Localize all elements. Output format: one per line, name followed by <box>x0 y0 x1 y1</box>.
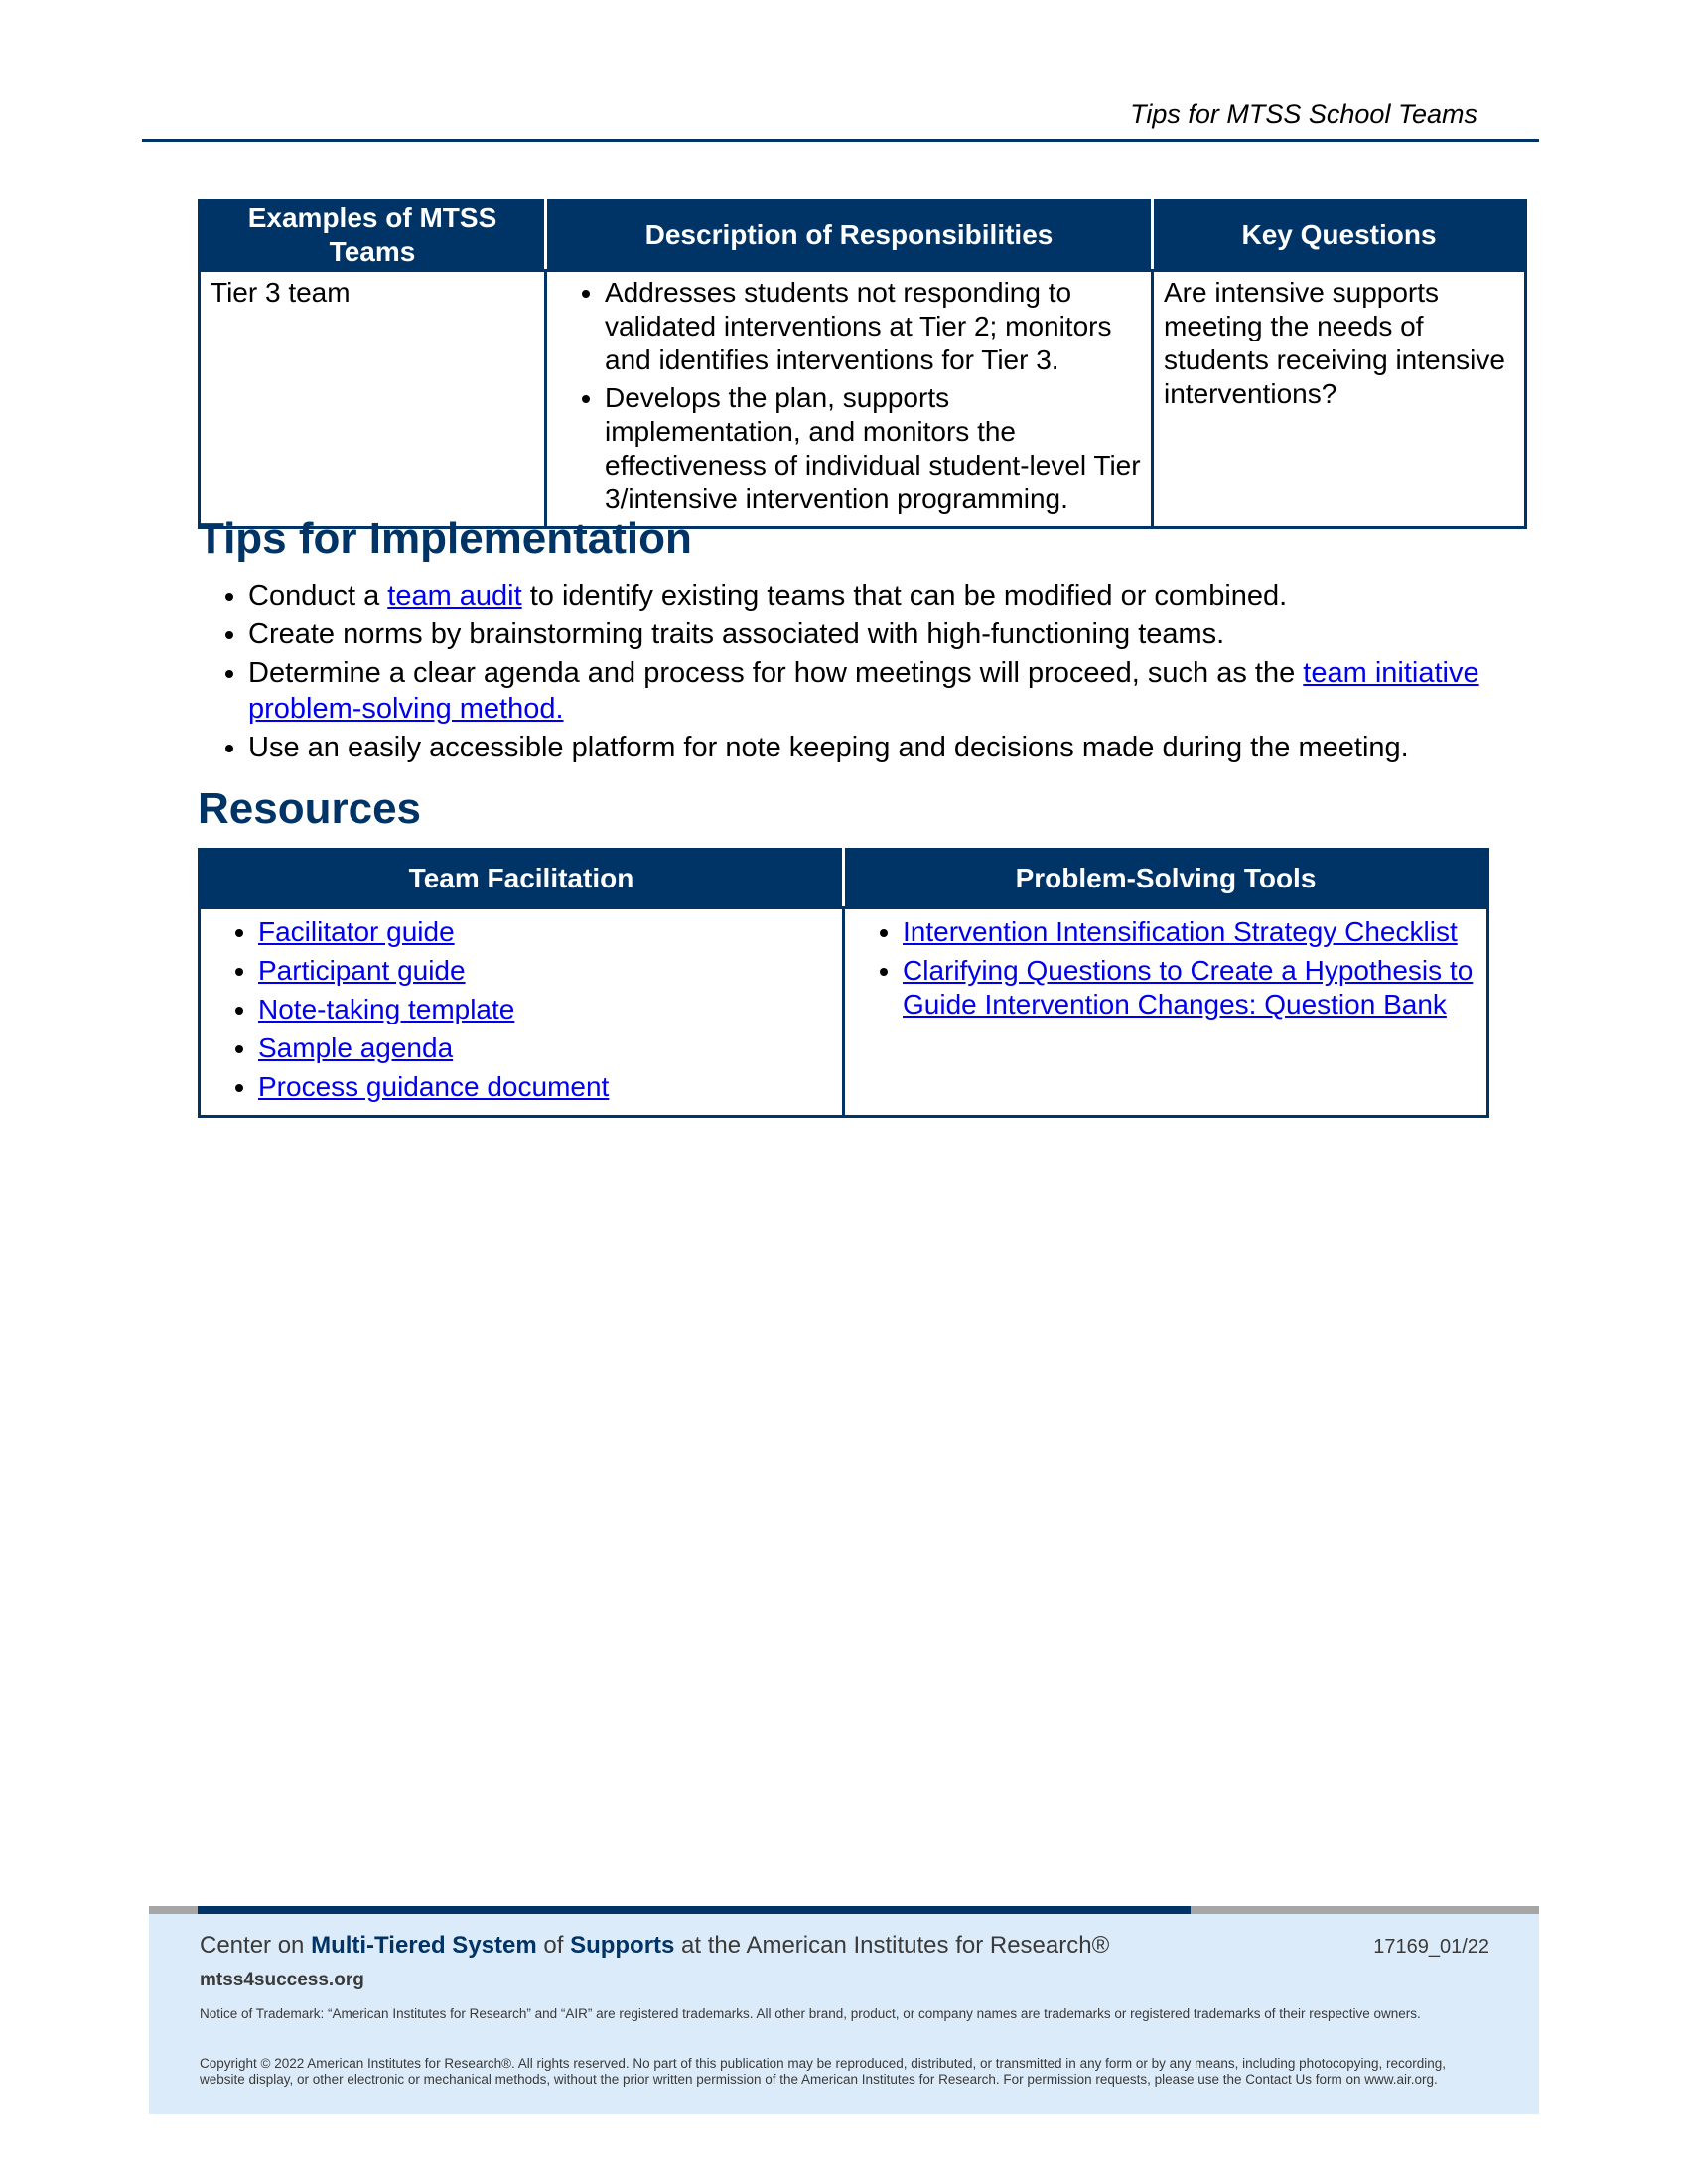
team-audit-link[interactable]: team audit <box>387 580 522 612</box>
key-question-cell: Are intensive supports meeting the needs of students receiving intensive interventions? <box>1153 271 1526 528</box>
table-row <box>200 271 1526 528</box>
column-header-teams: Examples of MTSS Teams <box>200 201 546 271</box>
column-header-responsibilities: Description of Responsibilities <box>546 201 1153 271</box>
tip-text: Conduct a <box>248 580 388 612</box>
tip-text: Determine a clear agenda and process for how meetings will proceed, such as the <box>248 657 1304 689</box>
org-text-bold: Supports <box>570 1932 675 1959</box>
copyright-notice: Copyright © 2022 American Institutes for Research®. All rights reserved. No part of this publication may be reproduced, distributed, or transmitted in any form or by any means, including photocopying, recording, website display, or other electronic or mechanical methods, without the prior written permission of the American Institutes for Research. For permission requests, please use the Contact Us form on www.air.org. <box>200 2056 1447 2087</box>
tips-heading: Tips for Implementation <box>198 514 692 563</box>
problem-solving-tools-cell <box>844 908 1488 1117</box>
list-item <box>903 915 1477 949</box>
trademark-notice: Notice of Trademark: “American Institutes for Research” and “AIR” are registered trademarks. All other brand, product, or company names are trademarks or registered trademarks of their respective owners. <box>200 2006 1421 2021</box>
resources-table <box>198 848 1489 1118</box>
list-item <box>258 954 832 988</box>
responsibilities-cell <box>546 271 1153 528</box>
list-item <box>258 993 832 1026</box>
resources-heading: Resources <box>198 784 422 833</box>
clarifying-questions-link[interactable]: Clarifying Questions to Create a Hypothesis to Guide Intervention Changes: Question Bank <box>903 955 1474 1020</box>
document-code: 17169_01/22 <box>1373 1936 1489 1958</box>
note-taking-template-link[interactable]: Note-taking template <box>258 994 515 1024</box>
team-facilitation-list <box>211 915 832 1104</box>
tip-item <box>248 655 1539 727</box>
team-initiative-problem-solving-link[interactable]: team initiative problem-solving method. <box>248 657 1479 725</box>
footer <box>149 1906 1539 2114</box>
sample-agenda-link[interactable]: Sample agenda <box>258 1032 454 1063</box>
participant-guide-link[interactable]: Participant guide <box>258 955 466 986</box>
footer-bar-blue <box>198 1906 1191 1914</box>
team-facilitation-cell <box>200 908 844 1117</box>
team-name-cell: Tier 3 team <box>200 271 546 528</box>
table-row <box>200 908 1488 1117</box>
intensification-checklist-link[interactable]: Intervention Intensification Strategy Checklist <box>903 916 1458 947</box>
resources-table-header-row <box>200 850 1488 908</box>
footer-url: mtss4success.org <box>200 1970 364 1990</box>
tip-item <box>248 616 1539 652</box>
teams-table <box>198 199 1527 529</box>
list-item <box>258 1070 832 1104</box>
list-item <box>903 954 1477 1022</box>
responsibilities-list <box>557 276 1141 516</box>
running-header: Tips for MTSS School Teams <box>1130 99 1477 129</box>
tips-list <box>198 578 1539 768</box>
org-text: of <box>536 1932 571 1959</box>
footer-organization <box>200 1932 1109 1960</box>
column-header-key-questions: Key Questions <box>1153 201 1526 271</box>
tip-text: Use an easily accessible platform for note keeping and decisions made during the meeting. <box>248 732 1409 763</box>
list-item <box>258 1031 832 1065</box>
header-rule <box>142 139 1539 142</box>
tip-text: Create norms by brainstorming traits associated with high-functioning teams. <box>248 618 1225 650</box>
tip-text: to identify existing teams that can be modified or combined. <box>521 580 1288 612</box>
org-text: Center on <box>200 1932 312 1959</box>
list-item: • Develops the plan, supports implementation, and monitors the effectiveness of individual student-level Tier 3/intensive intervention programming. <box>605 381 1141 516</box>
org-text: at the American Institutes for Research® <box>674 1932 1110 1959</box>
list-item: • Addresses students not responding to validated interventions at Tier 2; monitors and identifies interventions for Tier 3. <box>605 276 1141 377</box>
list-item <box>258 915 832 949</box>
facilitator-guide-link[interactable]: Facilitator guide <box>258 916 455 947</box>
tip-item <box>248 730 1539 765</box>
org-text-bold: Multi-Tiered System <box>311 1932 537 1959</box>
teams-table-header-row <box>200 201 1526 271</box>
process-guidance-document-link[interactable]: Process guidance document <box>258 1071 610 1102</box>
problem-solving-list <box>855 915 1477 1022</box>
column-header-team-facilitation: Team Facilitation <box>200 850 844 908</box>
tip-item <box>248 578 1539 614</box>
column-header-problem-solving-tools: Problem-Solving Tools <box>844 850 1488 908</box>
